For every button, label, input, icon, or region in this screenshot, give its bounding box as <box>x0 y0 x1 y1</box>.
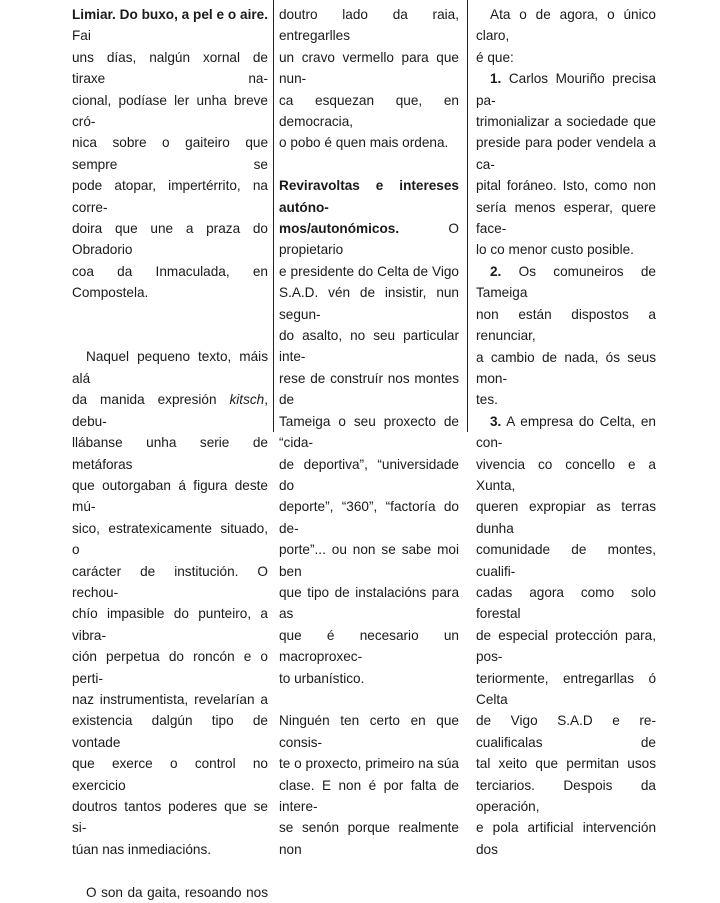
text-line: teriormente, entregarllas ó Celta <box>476 670 656 707</box>
text-line: llábanse unha serie de metáforas <box>72 435 268 472</box>
text-line: deporte”, “360”, “factoría do de- <box>279 499 459 536</box>
text-line: que outorgaban á figura deste mú- <box>72 477 268 515</box>
text-line: de Vigo S.A.D e re-cualificalas de <box>476 713 656 750</box>
text-line: e pola artificial intervención dos <box>476 820 656 857</box>
text-line: te o proxecto, primeiro na súa <box>279 756 459 772</box>
text-line: é que: <box>476 49 514 65</box>
text-line: sico, estratexicamente situado, o <box>72 520 268 558</box>
text-line: que exerce o control no exercicio <box>72 756 268 793</box>
text-line: porte”... ou non se sabe moi ben <box>279 542 459 579</box>
section-heading: Reviravoltas e intereses autóno- <box>279 178 459 215</box>
text-line: comunidade de montes, cualifi- <box>476 542 656 579</box>
text-line: sería menos esperar, quere face- <box>476 199 656 237</box>
text-line: clase. E non é por falta de intere- <box>279 777 459 814</box>
list-item-2: 2. Os comuneiros de Tameiga <box>476 263 656 301</box>
text-line: que tipo de instalacións para as <box>279 584 459 622</box>
text-line: uns días, nalgún xornal de tiraxe na- <box>72 49 268 87</box>
text-line: doira que une a praza do Obradorio <box>72 221 268 258</box>
text-line: doutros tantos poderes que se si- <box>72 799 268 836</box>
text-line: nica sobre o gaiteiro que sempre se <box>72 135 268 172</box>
text-line: naz instrumentista, revelarían a <box>72 691 268 707</box>
text-line: cadas agora como solo forestal <box>476 584 656 622</box>
paragraph-start: Ata o de agora, o único claro, <box>476 7 656 44</box>
text-line: pode atopar, impertérrito, na corre- <box>72 178 268 215</box>
text-line: non están dispostos a renunciar, <box>476 306 656 344</box>
text-line: de especial protección para, pos- <box>476 627 656 665</box>
text-line: de deportiva”, “universidade do <box>279 456 459 493</box>
text-line: que é necesario un macroproxec- <box>279 627 459 665</box>
text-line: terciarios. Despois da operación, <box>476 777 656 815</box>
text-line: se senón porque realmente non <box>279 820 459 857</box>
text-line: ca esquezan que, en democracia, <box>279 92 459 130</box>
text-line: tal xeito que permitan usos <box>476 756 656 772</box>
text-line: e presidente do Celta de Vigo <box>279 263 459 279</box>
text-line: Ninguén ten certo en que consis- <box>279 713 459 750</box>
text-line: S.A.D. vén de insistir, nun segun- <box>279 285 459 322</box>
text-line: trimonializar a sociedade que <box>476 114 656 130</box>
text-line: queren expropiar as terras dunha <box>476 499 656 536</box>
text-line: doutro lado da raia, entregarlles <box>279 7 459 44</box>
text-line: tes. <box>476 392 498 408</box>
text-line: Tameiga o seu proxecto de “cida- <box>279 413 459 451</box>
text-line: un cravo vermello para que nun- <box>279 49 459 87</box>
text-line: vivencia co concello e a Xunta, <box>476 456 656 493</box>
text-line: cional, podíase ler unha breve cró- <box>72 92 268 130</box>
list-item-1: 1. Carlos Mouriño precisa pa- <box>476 71 656 108</box>
paragraph-start: O son da gaita, resoando nos <box>86 884 268 900</box>
text-line: existencia dalgún tipo de vontade <box>72 713 268 750</box>
text-line: a cambio de nada, ós seus mon- <box>476 349 656 386</box>
column-3 <box>476 4 656 860</box>
column-2 <box>279 4 459 860</box>
text-line: lo co menor custo posible. <box>476 242 634 258</box>
column-rule-right <box>467 0 468 432</box>
text-line: carácter de institución. O rechou- <box>72 563 268 600</box>
text-line: da manida expresión kitsch, debu- <box>72 392 268 429</box>
column-rule-left <box>273 0 274 432</box>
text-line: chío impasible do punteiro, a vibra- <box>72 606 268 643</box>
text-line: túan nas inmediacións. <box>72 841 212 857</box>
column-1: Limiar. Do buxo, a pel e o aire. Fai uns días, nalgún xornal de tiraxe na- cional, podíase ler unha breve cró- nica sobre o gaiteiro que sempre se pode atopar, impertérrito, na corre- doira que une a praza do Obradorio coa da Inmaculada, en Compostela. Naquel pequeno texto, máis alá da manida expresión kitsch, debu- llábanse unha serie de metáforas que outorgaban á figura deste mú- sico, estratexicamente situado, o carácter de institución. O rechou- chío impasible do punteiro, a vibra- ción perpetua do roncón e o perti- naz instrumentista, revelarían a existencia dalgún tipo de vontade que exerce o control no exercicio doutros tantos poderes que se si- túan nas inmediacións. O son da gaita, resoando nos <box>72 4 268 903</box>
text-line: pital foráneo. Isto, como non <box>476 178 656 194</box>
list-item-3: 3. A empresa do Celta, en con- <box>476 413 656 451</box>
text-line: coa da Inmaculada, en Compostela. <box>72 263 268 301</box>
text-line: to urbanístico. <box>279 670 365 686</box>
text-line: do asalto, no seu particular inte- <box>279 328 459 365</box>
text-line: o pobo é quen mais ordena. <box>279 135 449 151</box>
paragraph-start: Naquel pequeno texto, máis alá <box>72 349 268 386</box>
text-line: mos/autonómicos. O propietario <box>279 221 459 258</box>
section-heading: Limiar. Do buxo, a pel e o aire. <box>72 7 268 22</box>
text-line: ción perpetua do roncón e o perti- <box>72 649 268 686</box>
text-line: preside para poder vendela a ca- <box>476 135 656 172</box>
text-line: rese de construír nos montes de <box>279 370 459 408</box>
